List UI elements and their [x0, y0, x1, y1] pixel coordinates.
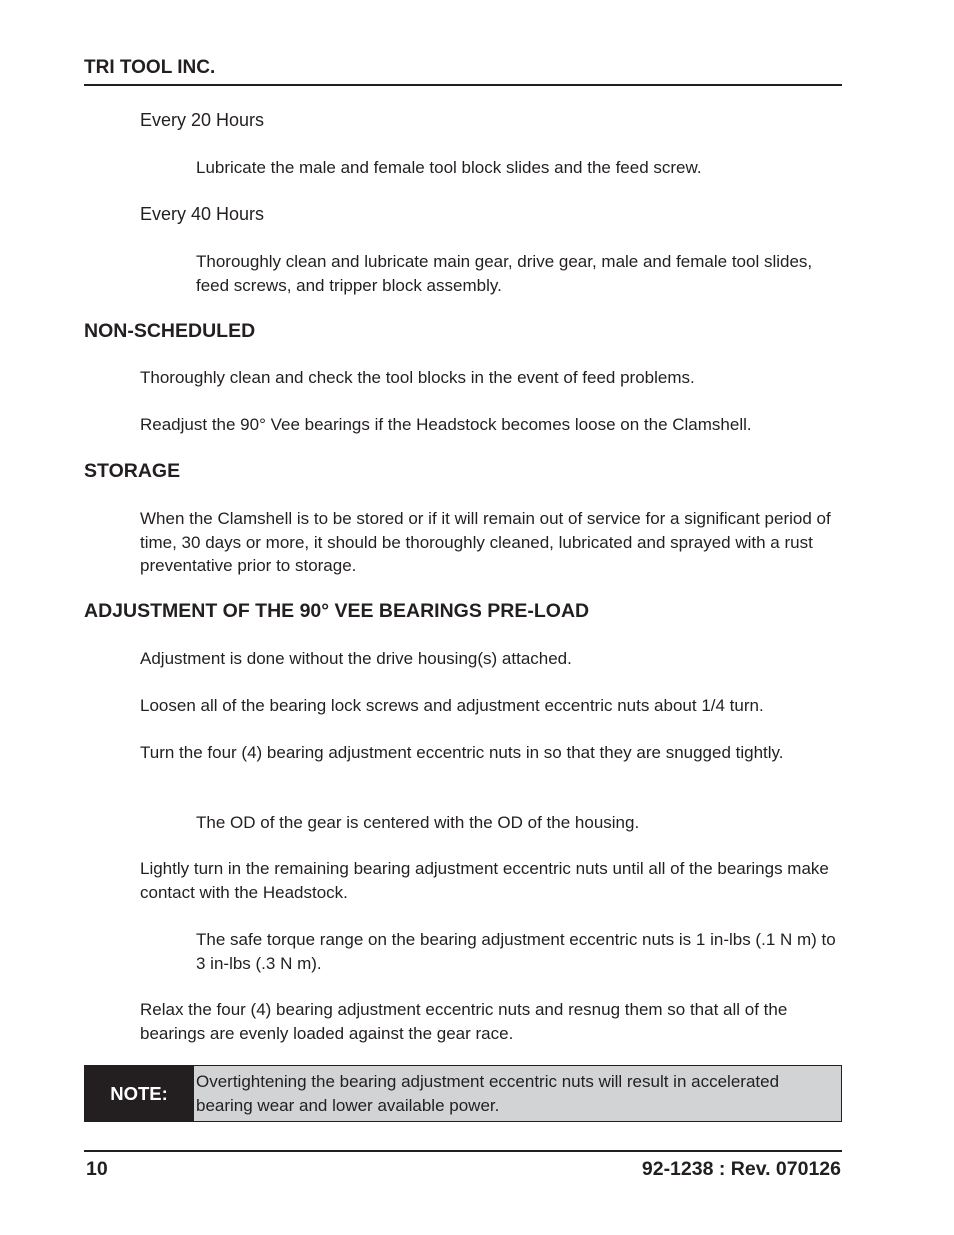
adjustment-p4-sub: The safe torque range on the bearing adjustment eccentric nuts is 1 in-lbs (.1 N m) to 3 in-lbs (.3 N m). — [196, 930, 836, 973]
adjustment-p1: Adjustment is done without the drive housing(s) attached. — [140, 649, 572, 668]
document-reference: 92-1238 : Rev. 070126 — [641, 1158, 841, 1180]
note-label: NOTE: — [84, 1065, 194, 1122]
storage-heading: STORAGE — [84, 460, 181, 482]
every-20-hours-title: Every 20 Hours — [140, 110, 265, 130]
adjustment-p2: Loosen all of the bearing lock screws and adjustment eccentric nuts about 1/4 turn. — [140, 696, 764, 715]
adjustment-heading: ADJUSTMENT OF THE 90° VEE BEARINGS PRE-LOAD — [84, 600, 590, 622]
every-20-hours-text: Lubricate the male and female tool block slides and the feed screw. — [196, 158, 702, 177]
note-text: Overtightening the bearing adjustment eccentric nuts will result in accelerated bearing wear and lower available power. — [194, 1065, 842, 1122]
page-number: 10 — [86, 1158, 108, 1180]
storage-p1: When the Clamshell is to be stored or if it will remain out of service for a significant period of time, 30 days or more, it should be thoroughly cleaned, lubricated and sprayed with a rust preventative prior to storage. — [140, 509, 831, 575]
header-rule — [84, 84, 842, 86]
footer-rule — [84, 1150, 842, 1152]
non-scheduled-p2: Readjust the 90° Vee bearings if the Headstock becomes loose on the Clamshell. — [140, 415, 752, 434]
adjustment-p5: Relax the four (4) bearing adjustment eccentric nuts and resnug them so that all of the bearings are evenly loaded against the gear race. — [140, 1000, 788, 1043]
every-40-hours-text: Thoroughly clean and lubricate main gear, drive gear, male and female tool slides, feed screws, and tripper block assembly. — [196, 252, 813, 295]
note-box — [84, 1065, 842, 1122]
header-company: TRI TOOL INC. — [84, 57, 216, 78]
adjustment-p3-sub: The OD of the gear is centered with the OD of the housing. — [196, 813, 640, 832]
adjustment-p3: Turn the four (4) bearing adjustment eccentric nuts in so that they are snugged tightly. — [140, 743, 784, 762]
non-scheduled-heading: NON-SCHEDULED — [84, 320, 256, 342]
non-scheduled-p1: Thoroughly clean and check the tool blocks in the event of feed problems. — [140, 368, 695, 387]
adjustment-p4: Lightly turn in the remaining bearing adjustment eccentric nuts until all of the bearings make contact with the Headstock. — [140, 859, 829, 902]
every-40-hours-title: Every 40 Hours — [140, 204, 265, 224]
